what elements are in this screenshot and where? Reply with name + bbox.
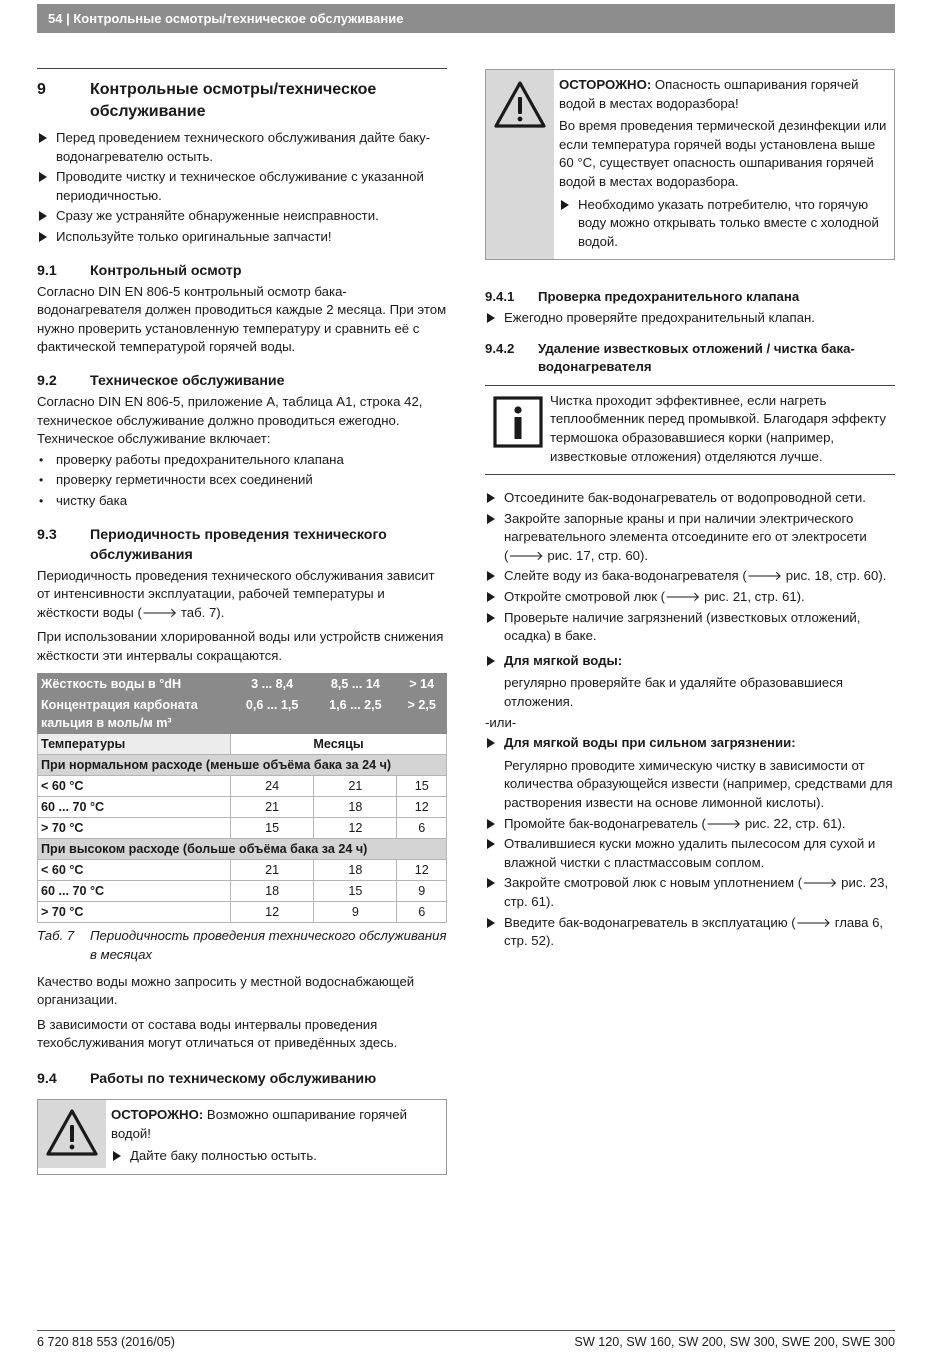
- caution-label: ОСТОРОЖНО:: [111, 1107, 204, 1123]
- caution-text: [111, 1106, 442, 1143]
- table-row: [38, 902, 447, 923]
- list-item: Ежегодно проверяйте предохранительный клапан.: [485, 309, 895, 328]
- table-cell: Концентрация карбоната кальция в моль/м m³: [38, 695, 231, 734]
- table-row: [38, 674, 447, 695]
- caution-body: [554, 70, 894, 259]
- table-cell: 9: [314, 902, 397, 923]
- caption-text: Периодичность проведения технического обслуживания в месяцах: [90, 928, 447, 963]
- caution-message: Опасность ошпаривания горячей водой в местах водоразбора!: [559, 77, 859, 111]
- left-column: [37, 68, 447, 1183]
- table-cell: 60 ... 70 °C: [38, 881, 231, 902]
- section-title: Контрольные осмотры/техническое обслуживание: [90, 81, 377, 120]
- footer-document-number: 6 720 818 553 (2016/05): [37, 1335, 175, 1349]
- table-cell: 8,5 ... 14: [314, 674, 397, 695]
- page-header: [37, 4, 895, 33]
- table-cell: < 60 °C: [38, 860, 231, 881]
- maintenance-interval-table: [37, 673, 447, 923]
- section-number: 9.2: [37, 372, 57, 389]
- section-9-2-heading: [37, 371, 447, 391]
- table-cell: 6: [397, 902, 447, 923]
- table-cell: > 70 °C: [38, 902, 231, 923]
- table-cell: 0,6 ... 1,5: [231, 695, 314, 734]
- paragraph: Согласно DIN EN 806-5, приложение A, таблица A1, строка 42, техническое обслуживание должно проводиться ежегодно. Техническое обслуживание включает:: [37, 393, 423, 447]
- table-cell: 6: [397, 818, 447, 839]
- list-item: Для мягкой воды при сильном загрязнении:: [485, 734, 895, 753]
- maintenance-scope-list: [37, 451, 447, 511]
- table-cell: Жёсткость воды в °dH: [38, 674, 231, 695]
- caution-list: [559, 196, 890, 252]
- list-item: Сразу же устраняйте обнаруженные неисправности.: [37, 207, 447, 226]
- caution-box: [485, 69, 895, 260]
- table-row: [38, 695, 447, 734]
- warning-icon-cell: [38, 1100, 106, 1168]
- list-item: Отсоедините бак-водонагреватель от водопроводной сети.: [485, 489, 895, 508]
- section-number: 9.3: [37, 526, 57, 543]
- caption-number: Таб. 7: [37, 928, 75, 944]
- section-number: 9.4.2: [485, 340, 515, 356]
- table-row: [38, 755, 447, 776]
- table-cell: 12: [314, 818, 397, 839]
- table-cell: Месяцы: [231, 734, 447, 755]
- paragraph: Качество воды можно запросить у местной водоснабжающей организации.: [37, 973, 415, 1008]
- section-9-list: [37, 129, 447, 247]
- list-item: • проверку герметичности всех соединений: [37, 471, 447, 490]
- cleaning-steps-list: [485, 489, 895, 646]
- section-9-3-heading: [37, 525, 447, 565]
- info-icon: [493, 396, 543, 448]
- table-cell: 60 ... 70 °C: [38, 797, 231, 818]
- table-caption: [37, 927, 447, 964]
- soft-water-list: [485, 652, 895, 671]
- footer-divider: [37, 1330, 895, 1331]
- info-text: Чистка проходит эффективнее, если нагреть теплообменник перед промывкой. Благодаря эффекту термошока образовавшиеся корки (например, известковые отложения) отделяются лучше.: [550, 392, 887, 464]
- section-number: 9.4: [37, 1071, 57, 1088]
- list-item: Для мягкой воды:: [485, 652, 895, 671]
- table-cell: 15: [397, 776, 447, 797]
- page-number: 54: [48, 11, 63, 26]
- table-cell: 12: [397, 797, 447, 818]
- footer-models: SW 120, SW 160, SW 200, SW 300, SWE 200, SWE 300: [574, 1335, 895, 1349]
- hard-contamination-list: [485, 734, 895, 753]
- table-cell: 3 ... 8,4: [231, 674, 314, 695]
- table-row: [38, 776, 447, 797]
- section-title: Периодичность проведения технического обслуживания: [90, 526, 387, 563]
- list-item: Закройте запорные краны и при наличии электрического нагревательного элемента отсоедините его от электросети (🡒 рис. 17, стр. 60).: [485, 510, 895, 566]
- table-cell: < 60 °C: [38, 776, 231, 797]
- list-item: Откройте смотровой люк (🡒 рис. 21, стр. 61).: [485, 588, 895, 607]
- table-cell: 21: [314, 776, 397, 797]
- list-item: Отвалившиеся куски можно удалить пылесосом для сухой и влажной чистки с пластмассовым соплом.: [485, 835, 895, 872]
- table-cell: 21: [231, 860, 314, 881]
- or-separator: -или-: [485, 714, 517, 730]
- caution-detail: Во время проведения термической дезинфекции или если температура горячей воды установлена выше 60 °C, существует опасность ошпаривания горячей водой в местах водоразбора.: [559, 118, 887, 189]
- section-title: Контрольный осмотр: [90, 262, 242, 279]
- table-cell: > 14: [397, 674, 447, 695]
- list-item: Промойте бак-водонагреватель (🡒 рис. 22, стр. 61).: [485, 815, 895, 834]
- paragraph: Согласно DIN EN 806-5 контрольный осмотр бака-водонагревателя должен проводиться каждые 2 месяца. При этом нужно проверить установленную температуру и сравнить её с фактической температурой горячей воды.: [37, 283, 447, 355]
- header-title: Контрольные осмотры/техническое обслуживание: [73, 11, 404, 26]
- warning-icon-cell: [486, 70, 554, 259]
- list-item: Слейте воду из бака-водонагревателя (🡒 рис. 18, стр. 60).: [485, 567, 895, 586]
- table-cell: 24: [231, 776, 314, 797]
- caution-label: ОСТОРОЖНО:: [559, 77, 652, 92]
- list-item: Дайте баку полностью остыть.: [111, 1147, 442, 1166]
- caution-body: [106, 1100, 446, 1174]
- table-cell: 1,6 ... 2,5: [314, 695, 397, 734]
- section-number: 9.1: [37, 262, 57, 279]
- table-cell: > 70 °C: [38, 818, 231, 839]
- table-cell: 18: [231, 881, 314, 902]
- list-item: Используйте только оригинальные запчасти!: [37, 228, 447, 247]
- right-column: [485, 68, 895, 955]
- table-cell: 9: [397, 881, 447, 902]
- table-cell: 18: [314, 797, 397, 818]
- table-cell: 12: [231, 902, 314, 923]
- warning-triangle-icon: [493, 80, 547, 130]
- section-9-4-1-heading: [485, 288, 895, 307]
- list-item: Закройте смотровой люк с новым уплотнением (🡒 рис. 23, стр. 61).: [485, 874, 895, 911]
- paragraph: При использовании хлорированной воды или устройств снижения жёсткости эти интервалы сокращаются.: [37, 629, 444, 663]
- table-row: [38, 734, 447, 755]
- section-9-4-heading: [37, 1069, 447, 1089]
- table-row: [38, 860, 447, 881]
- section-title: Техническое обслуживание: [90, 372, 285, 389]
- section-title: Проверка предохранительного клапана: [538, 289, 800, 305]
- table-cell: > 2,5: [397, 695, 447, 734]
- info-box: [485, 385, 895, 475]
- info-icon-cell: [485, 392, 550, 466]
- caution-box: [37, 1099, 447, 1175]
- header-separator: |: [66, 11, 70, 26]
- caution-message: Возможно ошпаривание горячей водой!: [111, 1107, 407, 1141]
- table-cell: При нормальном расходе (меньше объёма бака за 24 ч): [38, 755, 447, 776]
- caution-text: [559, 76, 890, 113]
- section-9-4-2-heading: [485, 340, 895, 377]
- table-cell: 15: [314, 881, 397, 902]
- table-row: [38, 881, 447, 902]
- table-row: [38, 818, 447, 839]
- table-cell: 12: [397, 860, 447, 881]
- section-9-1-heading: [37, 261, 447, 281]
- list-item: Проводите чистку и техническое обслуживание с указанной периодичностью.: [37, 168, 447, 205]
- section-9-heading: [37, 79, 447, 123]
- section-number: 9: [37, 81, 46, 98]
- table-cell: При высоком расходе (больше объёма бака за 24 ч): [38, 839, 447, 860]
- list-item: Перед проведением технического обслуживания дайте баку-водонагревателю остыть.: [37, 129, 447, 166]
- table-row: [38, 839, 447, 860]
- list-item: Проверьте наличие загрязнений (известковых отложений, осадка) в баке.: [485, 609, 895, 646]
- table-cell: 15: [231, 818, 314, 839]
- section-title: Работы по техническому обслуживанию: [90, 1071, 377, 1088]
- soft-water-text: регулярно проверяйте бак и удаляйте образовавшиеся отложения.: [504, 675, 843, 710]
- list-item: Необходимо указать потребителю, что горячую воду можно открывать только вместе с холодной водой.: [559, 196, 890, 252]
- table-row: [38, 797, 447, 818]
- list-item: • чистку бака: [37, 492, 447, 511]
- paragraph: Периодичность проведения технического обслуживания зависит от интенсивности эксплуатации, рабочей температуры и жёсткости воды (🡒 таб. 7).: [37, 567, 435, 620]
- valve-check-list: [485, 309, 895, 328]
- list-item: • проверку работы предохранительного клапана: [37, 451, 447, 470]
- hard-contamination-text: Регулярно проводите химическую чистку в зависимости от количества образующейся извести (например, средствами для растворения извести на основе лимонной кислоты).: [504, 757, 893, 810]
- cleaning-steps-list-2: [485, 815, 895, 951]
- caution-list: [111, 1147, 442, 1166]
- warning-triangle-icon: [45, 1108, 99, 1158]
- section-number: 9.4.1: [485, 289, 515, 305]
- list-item: Введите бак-водонагреватель в эксплуатацию (🡒 глава 6, стр. 52).: [485, 914, 895, 951]
- table-cell: Температуры: [38, 734, 231, 755]
- table-cell: 18: [314, 860, 397, 881]
- paragraph: В зависимости от состава воды интервалы проведения техобслуживания могут отличаться от приведённых здесь.: [37, 1016, 398, 1051]
- table-cell: 21: [231, 797, 314, 818]
- section-title: Удаление известковых отложений / чистка бака-водонагревателя: [538, 340, 855, 375]
